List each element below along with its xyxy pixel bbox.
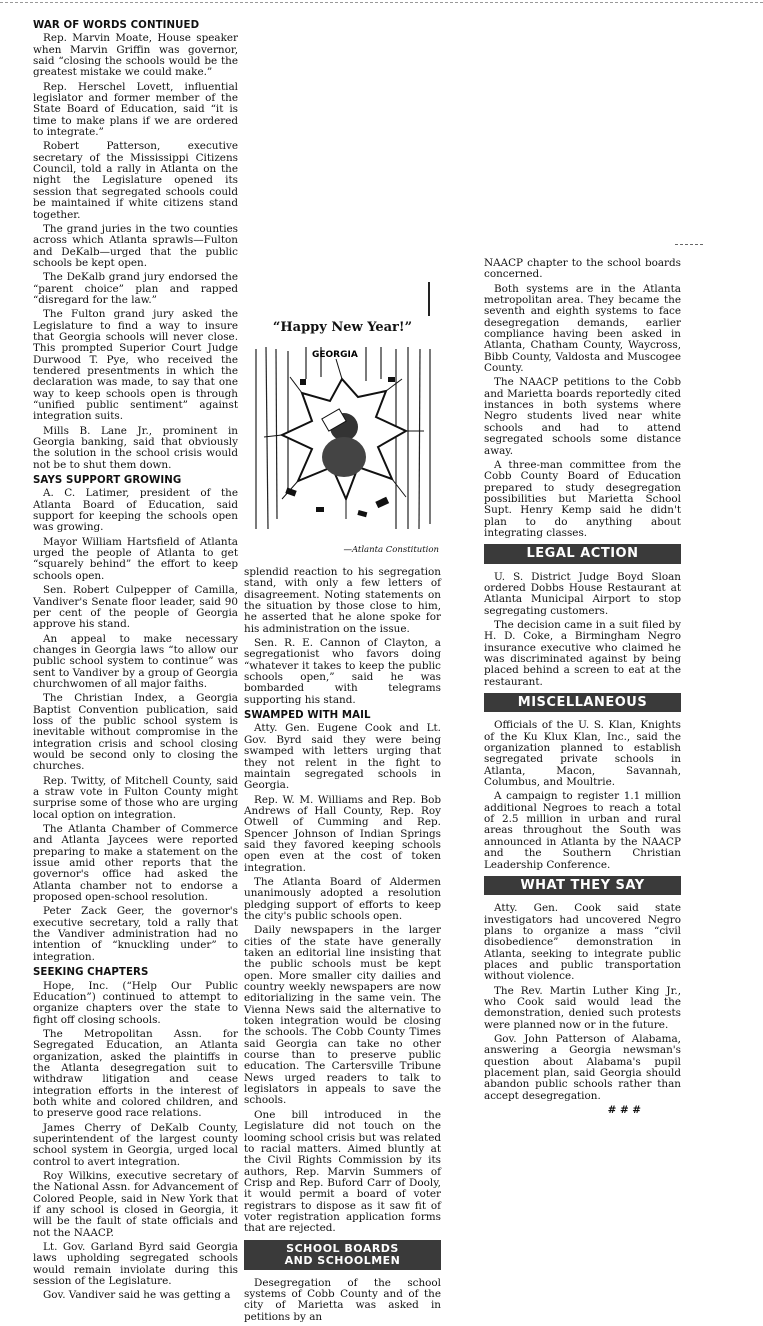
banner-line: SCHOOL BOARDS — [286, 1241, 399, 1255]
margin-rule — [675, 244, 703, 245]
paragraph: Peter Zack Geer, the governor's executive secretary, told a rally that the Vandiver administration had no intention of “knuckling under” to integration. — [33, 905, 238, 963]
paragraph: Mayor William Hartsfield of Atlanta urged the people of Atlanta to get “squarely behind” the effort to keep schools open. — [33, 535, 238, 582]
paragraph: Sen. R. E. Cannon of Clayton, a segregationist who favors doing “whatever it takes to keep the public schools open,” said he was bombarded with telegrams supporting his stand. — [244, 637, 441, 706]
section-banner-what-they-say: WHAT THEY SAY — [484, 876, 681, 895]
cartoon-label-georgia: GEORGIA — [312, 350, 358, 360]
paragraph: Atty. Gen. Cook said state investigators had uncovered Negro plans to organize a mass “civil disobedience” demonstration in Atlanta, seeking to integrate public places and public transportation without violence. — [484, 902, 681, 983]
subhead-swamped-with-mail: SWAMPED WITH MAIL — [244, 710, 371, 722]
paragraph: Desegregation of the school systems of Cobb County and of the city of Marietta was asked in petitions by an — [244, 1276, 441, 1323]
paragraph: The decision came in a suit filed by H. D. Coke, a Birmingham Negro insurance executive who claimed he was discriminated against by being placed behind a screen to eat at the restaurant. — [484, 618, 681, 688]
paragraph: Mills B. Lane Jr., prominent in Georgia banking, said that obviously the solution in the school crisis would not be to shut them down. — [33, 424, 238, 471]
paragraph: The Atlanta Board of Aldermen unanimously adopted a resolution pledging support of efforts to keep the city's public schools open. — [244, 875, 441, 922]
paragraph: The NAACP petitions to the Cobb and Marietta boards reportedly cited instances in both systems where Negro students lived near white schools and had to attend segregated schools some distance away. — [484, 376, 681, 457]
paragraph: James Cherry of DeKalb County, superintendent of the largest county school system in Georgia, urged local control to avert integration. — [33, 1121, 238, 1168]
paragraph: An appeal to make necessary changes in Georgia laws “to allow our public school system to continue” was sent to Vandiver by a group of Georgia churchwomen of all major faiths. — [33, 632, 238, 690]
paragraph: A campaign to register 1.1 million additional Negroes to reach a total of 2.5 million in urban and rural areas throughout the South was announced in Atlanta by the NAACP and the Southern Christian Leadership Conference. — [484, 790, 681, 871]
paragraph: One bill introduced in the Legislature did not touch on the looming school crisis but was related to racial matters. Aimed bluntly at the Civil Rights Commission by its authors, Rep. Marvin Summers of Crisp and Rep. Buford Carr of Dooly, it would permit a board of voter registrars to dispose as it saw fit of voter registration application forms that are rejected. — [244, 1108, 441, 1235]
paragraph: Roy Wilkins, executive secretary of the National Assn. for Advancement of Colored People, said in New York that if any school is closed in Georgia, it will be the fault of state officials and not the NAACP. — [33, 1170, 238, 1239]
paragraph: Gov. Vandiver said he was getting a — [43, 1289, 231, 1302]
banner-line: AND SCHOOLMEN — [284, 1253, 401, 1267]
paragraph: The Atlanta Chamber of Commerce and Atlanta Jaycees were reported preparing to make a statement on the issue amid other reports that the governor's office had asked the Atlanta chamber not to endorse a proposed open-school resolution. — [33, 823, 238, 904]
end-mark: # # # — [607, 1104, 641, 1117]
section-banner-legal-action: LEGAL ACTION — [484, 544, 681, 563]
paragraph: Sen. Robert Culpepper of Camilla, Vandiver's Senate floor leader, said 90 per cent of the people of Georgia approve his stand. — [33, 584, 238, 631]
paragraph: Hope, Inc. (“Help Our Public Education”) continued to attempt to organize chapters over the state to fight off closing schools. — [33, 979, 238, 1026]
cartoon-title: “Happy New Year!” — [272, 320, 413, 335]
paragraph: The Christian Index, a Georgia Baptist Convention publication, said loss of the public school system is inevitable without compromise in the integration crisis and school closing would be second only to closing the churches. — [33, 692, 238, 773]
paragraph: Rep. Herschel Lovett, influential legislator and former member of the State Board of Education, said “it is time to make plans if we are ordered to integrate.” — [33, 80, 238, 139]
paragraph: A three-man committee from the Cobb County Board of Education prepared to study desegregation possibilities but Marietta School Supt. Henry Kemp said he didn't plan to do anything about integrating classes. — [484, 458, 681, 539]
subhead-support-growing: SAYS SUPPORT GROWING — [33, 475, 182, 487]
subhead-seeking-chapters: SEEKING CHAPTERS — [33, 967, 149, 979]
paragraph: Rep. Marvin Moate, House speaker when Marvin Griffin was governor, said “closing the schools would be the greatest mistake we could make.” — [33, 32, 238, 79]
paragraph: Atty. Gen. Eugene Cook and Lt. Gov. Byrd said they were being swamped with letters urging that they not relent in the fight to maintain segregated schools in Georgia. — [244, 722, 441, 792]
article-column-2 — [244, 567, 441, 1326]
paragraph: The grand juries in the two counties across which Atlanta sprawls—Fulton and DeKalb—urged that the public schools be kept open. — [33, 222, 238, 269]
paragraph: Both systems are in the Atlanta metropolitan area. They became the seventh and eighth systems to face desegregation demands, earlier compliance having been asked in Atlanta, Chatham County, Waycross, Bibb County, Valdosta and Muscogee County. — [484, 282, 681, 375]
paragraph: splendid reaction to his segregation stand, with only a few letters of disagreement. Noting statements on the situation by those close to him, he asserted that he alone spoke for his administration on the issue. — [244, 566, 441, 635]
page-top-rule — [0, 2, 763, 3]
paragraph: Rep. Twitty, of Mitchell County, said a straw vote in Fulton County might surprise some of those who are urging local option on integration. — [33, 774, 238, 821]
paragraph: Lt. Gov. Garland Byrd said Georgia laws upholding segregated schools would remain inviolate during this session of the Legislature. — [33, 1241, 238, 1288]
paragraph: Gov. John Patterson of Alabama, answering a Georgia newsman's question about Alabama's pupil placement plan, said Georgia should abandon public schools rather than accept desegregation. — [484, 1032, 681, 1102]
paragraph: The Metropolitan Assn. for Segregated Education, an Atlanta organization, asked the plaintiffs in the Atlanta desegregation suit to withdraw litigation and cease integration efforts in the interest of both white and colored children, and to preserve good race relations. — [33, 1027, 238, 1120]
paragraph: The Fulton grand jury asked the Legislature to find a way to insure that Georgia schools will never close. This prompted Superior Court Judge Durwood T. Pye, who received the tendered presentments in which the declaration was made, to say that one way to keep schools open is through “unified public sentiment” against integration suits. — [33, 308, 238, 423]
paragraph: Officials of the U. S. Klan, Knights of the Ku Klux Klan, Inc., said the organization planned to establish segregated private schools in Atlanta, Macon, Savannah, Columbus, and Moultrie. — [484, 719, 681, 789]
paragraph: A. C. Latimer, president of the Atlanta Board of Education, said support for keeping the schools open was growing. — [33, 487, 238, 534]
cartoon-credit: —Atlanta Constitution — [343, 545, 439, 555]
paragraph: Rep. W. M. Williams and Rep. Bob Andrews of Hall County, Rep. Roy Otwell of Cumming and Rep. Spencer Johnson of Indian Springs said they favored keeping schools open even at the cost of token integration. — [244, 793, 441, 874]
margin-mark — [428, 282, 430, 316]
article-column-3 — [484, 258, 681, 1116]
paragraph: Robert Patterson, executive secretary of the Mississippi Citizens Council, told a rally in Atlanta on the night the Legislature opened its session that segregated schools could be maintained if white citizens stand together. — [33, 140, 238, 221]
paragraph: NAACP chapter to the school boards concerned. — [484, 257, 681, 281]
cartoon-drawing — [246, 339, 439, 539]
paragraph: The DeKalb grand jury endorsed the “parent choice” plan and rapped “disregard for the law.” — [33, 271, 238, 306]
section-banner-school-boards — [244, 1240, 441, 1270]
subhead-war-of-words: WAR OF WORDS CONTINUED — [33, 20, 200, 31]
section-banner-miscellaneous: MISCELLANEOUS — [484, 693, 681, 712]
paragraph: Daily newspapers in the larger cities of the state have generally taken an editorial line insisting that the public schools must be kept open. More smaller city dailies and country weekly newspapers are now editorializing in the same vein. The Vienna News said the alternative to token integration would be closing the schools. The Cobb County Times said Georgia can take no other course than to preserve public education. The Cartersville Tribune News urged readers to talk to legislators in appeals to save the schools. — [244, 924, 441, 1107]
paragraph: U. S. District Judge Boyd Sloan ordered Dobbs House Restaurant at Atlanta Municipal Airport to stop segregating customers. — [484, 570, 681, 617]
paragraph: The Rev. Martin Luther King Jr., who Cook said would lead the demonstration, denied such protests were planned now or in the future. — [484, 984, 681, 1031]
article-column-1 — [33, 16, 238, 1305]
editorial-cartoon — [246, 320, 439, 556]
